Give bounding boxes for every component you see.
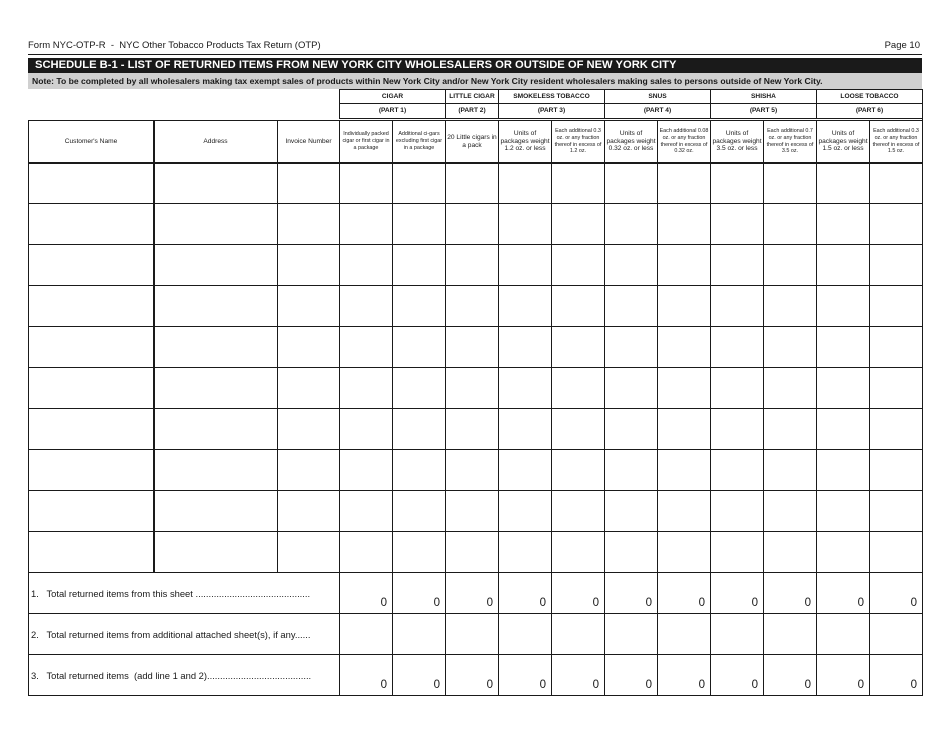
schedule-title: SCHEDULE B-1 - LIST OF RETURNED ITEMS FROM NEW YORK CITY WHOLESALERS OR OUTSIDE OF NEW YORK CITY: [28, 58, 922, 73]
total-value-cell[interactable]: [605, 614, 657, 654]
entry-cell[interactable]: [711, 368, 763, 408]
entry-cell[interactable]: [446, 491, 498, 531]
entry-cell[interactable]: [658, 532, 710, 572]
entry-cell[interactable]: [658, 245, 710, 285]
entry-cell[interactable]: [499, 450, 551, 490]
entry-cell[interactable]: [29, 491, 153, 531]
entry-cell[interactable]: [29, 286, 153, 326]
entry-cell[interactable]: [605, 163, 657, 203]
group-header-cigar: CIGAR: [381, 92, 404, 100]
entry-cell[interactable]: [817, 204, 869, 244]
total-value-cell[interactable]: [658, 614, 710, 654]
group-divider: [339, 89, 340, 119]
invoice-number-header: Invoice Number: [285, 137, 332, 145]
entry-cell[interactable]: [340, 163, 392, 203]
entry-cell[interactable]: [499, 368, 551, 408]
entry-cell[interactable]: [658, 409, 710, 449]
total-value-cell[interactable]: 0: [592, 679, 599, 691]
entry-cell[interactable]: [29, 368, 153, 408]
entry-cell[interactable]: [446, 409, 498, 449]
entry-cell[interactable]: [817, 450, 869, 490]
entry-cell[interactable]: [499, 163, 551, 203]
total-line-label: 2. Total returned items from additional attached sheet(s), if any......: [31, 628, 311, 640]
entry-cell[interactable]: [278, 204, 339, 244]
entry-cell[interactable]: [764, 450, 816, 490]
entry-cell[interactable]: [870, 491, 922, 531]
entry-cell[interactable]: [29, 450, 153, 490]
entry-cell[interactable]: [764, 204, 816, 244]
entry-cell[interactable]: [154, 245, 277, 285]
entry-cell[interactable]: [340, 450, 392, 490]
group-header-little-cigar: LITTLE CIGAR: [449, 92, 495, 100]
entry-cell[interactable]: [552, 245, 604, 285]
total-line-label: 1. Total returned items from this sheet ............................................: [31, 587, 311, 599]
entry-cell[interactable]: [499, 286, 551, 326]
group-header-smokeless-tobacco: SMOKELESS TOBACCO: [513, 92, 590, 100]
total-value-cell[interactable]: 0: [645, 597, 652, 609]
entry-cell[interactable]: [340, 491, 392, 531]
total-value-cell[interactable]: 0: [804, 679, 811, 691]
entry-cell[interactable]: [764, 286, 816, 326]
group-divider: [710, 89, 711, 119]
total-value-cell[interactable]: 0: [751, 597, 758, 609]
sub-column-header: Each additional 0.3 oz. or any fraction thereof in excess of 1.2 oz.: [554, 128, 602, 155]
entry-cell[interactable]: [870, 286, 922, 326]
group-part-label: (PART 6): [855, 107, 884, 115]
entry-cell[interactable]: [499, 245, 551, 285]
entry-cell[interactable]: [340, 532, 392, 572]
total-value-cell[interactable]: 0: [486, 597, 493, 609]
entry-cell[interactable]: [29, 327, 153, 367]
entry-cell[interactable]: [154, 163, 277, 203]
entry-cell[interactable]: [817, 368, 869, 408]
entry-cell[interactable]: [552, 204, 604, 244]
entry-cell[interactable]: [446, 450, 498, 490]
entry-cell[interactable]: [552, 409, 604, 449]
entry-cell[interactable]: [552, 286, 604, 326]
entry-cell[interactable]: [658, 204, 710, 244]
entry-cell[interactable]: [29, 245, 153, 285]
total-value-cell[interactable]: [817, 614, 869, 654]
entry-cell[interactable]: [393, 245, 445, 285]
entry-cell[interactable]: [658, 491, 710, 531]
part-header-rule: [339, 118, 923, 119]
entry-cell[interactable]: [393, 286, 445, 326]
total-value-cell[interactable]: [499, 614, 551, 654]
entry-cell[interactable]: [446, 204, 498, 244]
entry-cell[interactable]: [446, 327, 498, 367]
group-part-label: (PART 2): [458, 107, 486, 115]
entry-cell[interactable]: [393, 532, 445, 572]
entry-cell[interactable]: [764, 491, 816, 531]
entry-cell[interactable]: [154, 204, 277, 244]
total-value-cell[interactable]: 0: [698, 679, 705, 691]
entry-cell[interactable]: [870, 245, 922, 285]
entry-cell[interactable]: [278, 286, 339, 326]
customer-name-header: Customer's Name: [64, 137, 118, 145]
sub-column-header: Units of packages weight 0.32 oz. or less: [606, 129, 656, 153]
entry-cell[interactable]: [154, 327, 277, 367]
total-value-cell[interactable]: 0: [857, 597, 864, 609]
entry-cell[interactable]: [658, 450, 710, 490]
entry-cell[interactable]: [605, 491, 657, 531]
entry-cell[interactable]: [711, 163, 763, 203]
entry-cell[interactable]: [29, 532, 153, 572]
group-divider: [816, 89, 817, 119]
entry-cell[interactable]: [340, 286, 392, 326]
total-value-cell[interactable]: 0: [539, 597, 546, 609]
entry-cell[interactable]: [446, 368, 498, 408]
entry-cell[interactable]: [658, 368, 710, 408]
group-part-label: (PART 3): [537, 107, 566, 115]
entry-cell[interactable]: [499, 204, 551, 244]
total-value-cell[interactable]: 0: [804, 597, 811, 609]
entry-cell[interactable]: [764, 409, 816, 449]
total-value-cell[interactable]: 0: [857, 679, 864, 691]
row-rule: [28, 695, 923, 696]
group-part-label: (PART 4): [643, 107, 672, 115]
entry-cell[interactable]: [393, 368, 445, 408]
total-value-cell[interactable]: [393, 614, 445, 654]
entry-cell[interactable]: [711, 286, 763, 326]
entry-cell[interactable]: [393, 204, 445, 244]
entry-cell[interactable]: [278, 327, 339, 367]
entry-cell[interactable]: [764, 163, 816, 203]
entry-cell[interactable]: [446, 163, 498, 203]
total-value-cell[interactable]: 0: [698, 597, 705, 609]
entry-cell[interactable]: [154, 532, 277, 572]
entry-cell[interactable]: [499, 491, 551, 531]
entry-cell[interactable]: [552, 163, 604, 203]
entry-cell[interactable]: [711, 245, 763, 285]
group-header-snus: SNUS: [648, 92, 667, 100]
entry-cell[interactable]: [711, 491, 763, 531]
group-divider: [445, 89, 446, 119]
sub-column-header: Units of packages weight 1.2 oz. or less: [500, 129, 550, 153]
entry-cell[interactable]: [605, 286, 657, 326]
entry-cell[interactable]: [499, 409, 551, 449]
group-divider: [498, 89, 499, 119]
entry-cell[interactable]: [870, 204, 922, 244]
entry-cell[interactable]: [340, 409, 392, 449]
total-value-cell[interactable]: 0: [486, 679, 493, 691]
total-value-cell[interactable]: 0: [380, 679, 387, 691]
entry-cell[interactable]: [393, 163, 445, 203]
entry-cell[interactable]: [278, 532, 339, 572]
entry-cell[interactable]: [870, 163, 922, 203]
total-value-cell[interactable]: 0: [592, 597, 599, 609]
entry-cell[interactable]: [552, 532, 604, 572]
sub-column-header: Additional ci-gars excluding first cigar in a package: [395, 131, 443, 151]
entry-cell[interactable]: [658, 163, 710, 203]
entry-cell[interactable]: [658, 286, 710, 326]
entry-cell[interactable]: [605, 204, 657, 244]
total-value-cell[interactable]: 0: [539, 679, 546, 691]
entry-cell[interactable]: [870, 368, 922, 408]
sub-column-header: Each additional 0.08 oz. or any fraction thereof in excess of 0.32 oz.: [659, 128, 709, 155]
total-value-cell[interactable]: [870, 614, 922, 654]
entry-cell[interactable]: [552, 491, 604, 531]
entry-cell[interactable]: [605, 245, 657, 285]
total-value-cell[interactable]: [764, 614, 816, 654]
entry-cell[interactable]: [817, 409, 869, 449]
entry-cell[interactable]: [499, 327, 551, 367]
entry-cell[interactable]: [552, 368, 604, 408]
entry-cell[interactable]: [340, 245, 392, 285]
total-value-cell[interactable]: 0: [751, 679, 758, 691]
entry-cell[interactable]: [817, 532, 869, 572]
entry-cell[interactable]: [446, 532, 498, 572]
sub-column-header: Units of packages weight 1.5 oz. or less: [818, 129, 868, 153]
entry-cell[interactable]: [605, 327, 657, 367]
form-header: [28, 40, 922, 54]
entry-cell[interactable]: [764, 245, 816, 285]
group-header-loose-tobacco: LOOSE TOBACCO: [840, 92, 899, 100]
entry-cell[interactable]: [711, 532, 763, 572]
page-number: Page 10: [884, 40, 920, 51]
sub-column-header: Units of packages weight 3.5 oz. or less: [712, 129, 762, 153]
entry-cell[interactable]: [340, 327, 392, 367]
sub-column-header: Each additional 0.3 oz. or any fraction thereof in excess of 1.5 oz.: [872, 128, 920, 155]
entry-cell[interactable]: [870, 450, 922, 490]
group-part-label: (PART 1): [378, 107, 407, 115]
entry-cell[interactable]: [340, 368, 392, 408]
entry-cell[interactable]: [29, 163, 153, 203]
form-title: Form NYC-OTP-R - NYC Other Tobacco Products Tax Return (OTP): [28, 40, 321, 51]
group-divider: [604, 89, 605, 119]
entry-cell[interactable]: [446, 286, 498, 326]
entry-cell[interactable]: [154, 368, 277, 408]
entry-cell[interactable]: [870, 532, 922, 572]
entry-cell[interactable]: [154, 286, 277, 326]
entry-cell[interactable]: [278, 245, 339, 285]
entry-cell[interactable]: [605, 532, 657, 572]
total-value-cell[interactable]: [552, 614, 604, 654]
sub-column-header: Each additional 0.7 oz. or any fraction thereof in excess of 3.5 oz.: [766, 128, 814, 155]
entry-cell[interactable]: [817, 163, 869, 203]
entry-cell[interactable]: [446, 245, 498, 285]
total-value-cell[interactable]: 0: [645, 679, 652, 691]
total-line-label: 3. Total returned items (add line 1 and 2)........................................: [31, 669, 312, 681]
entry-cell[interactable]: [278, 450, 339, 490]
sub-column-header: Individually packed cigar or first cigar in a package: [342, 131, 390, 151]
entry-cell[interactable]: [393, 491, 445, 531]
entry-cell[interactable]: [278, 491, 339, 531]
address-header: Address: [203, 137, 228, 145]
total-value-cell[interactable]: [446, 614, 498, 654]
total-value-cell[interactable]: 0: [910, 679, 917, 691]
entry-cell[interactable]: [154, 409, 277, 449]
entry-cell[interactable]: [870, 409, 922, 449]
group-part-label: (PART 5): [749, 107, 778, 115]
entry-cell[interactable]: [278, 163, 339, 203]
entry-cell[interactable]: [278, 368, 339, 408]
total-value-cell[interactable]: [340, 614, 392, 654]
entry-cell[interactable]: [817, 245, 869, 285]
entry-cell[interactable]: [29, 409, 153, 449]
total-value-cell[interactable]: 0: [380, 597, 387, 609]
total-value-cell[interactable]: 0: [433, 597, 440, 609]
entry-cell[interactable]: [154, 491, 277, 531]
entry-cell[interactable]: [393, 450, 445, 490]
entry-cell[interactable]: [711, 450, 763, 490]
entry-cell[interactable]: [393, 327, 445, 367]
group-header-shisha: SHISHA: [751, 92, 776, 100]
entry-cell[interactable]: [605, 450, 657, 490]
entry-cell[interactable]: [29, 204, 153, 244]
entry-cell[interactable]: [552, 327, 604, 367]
entry-cell[interactable]: [817, 286, 869, 326]
entry-cell[interactable]: [658, 327, 710, 367]
header-rule: [28, 54, 922, 55]
entry-cell[interactable]: [764, 532, 816, 572]
entry-cell[interactable]: [605, 409, 657, 449]
entry-cell[interactable]: [154, 450, 277, 490]
entry-cell[interactable]: [817, 327, 869, 367]
total-value-cell[interactable]: [711, 614, 763, 654]
entry-cell[interactable]: [870, 327, 922, 367]
entry-cell[interactable]: [340, 204, 392, 244]
entry-cell[interactable]: [499, 532, 551, 572]
sub-column-header: 20 Little cigars in a pack: [447, 133, 497, 149]
entry-cell[interactable]: [711, 204, 763, 244]
entry-cell[interactable]: [764, 368, 816, 408]
total-value-cell[interactable]: 0: [433, 679, 440, 691]
entry-cell[interactable]: [278, 409, 339, 449]
entry-cell[interactable]: [552, 450, 604, 490]
entry-cell[interactable]: [764, 327, 816, 367]
entry-cell[interactable]: [711, 327, 763, 367]
table-right-border: [922, 89, 923, 696]
entry-cell[interactable]: [605, 368, 657, 408]
total-value-cell[interactable]: 0: [910, 597, 917, 609]
entry-cell[interactable]: [817, 491, 869, 531]
entry-cell[interactable]: [393, 409, 445, 449]
entry-cell[interactable]: [711, 409, 763, 449]
schedule-note: Note: To be completed by all wholesalers making tax exempt sales of products within New York City and/or New York City resident wholesalers making sales to persons outside of New York City.: [28, 73, 922, 89]
